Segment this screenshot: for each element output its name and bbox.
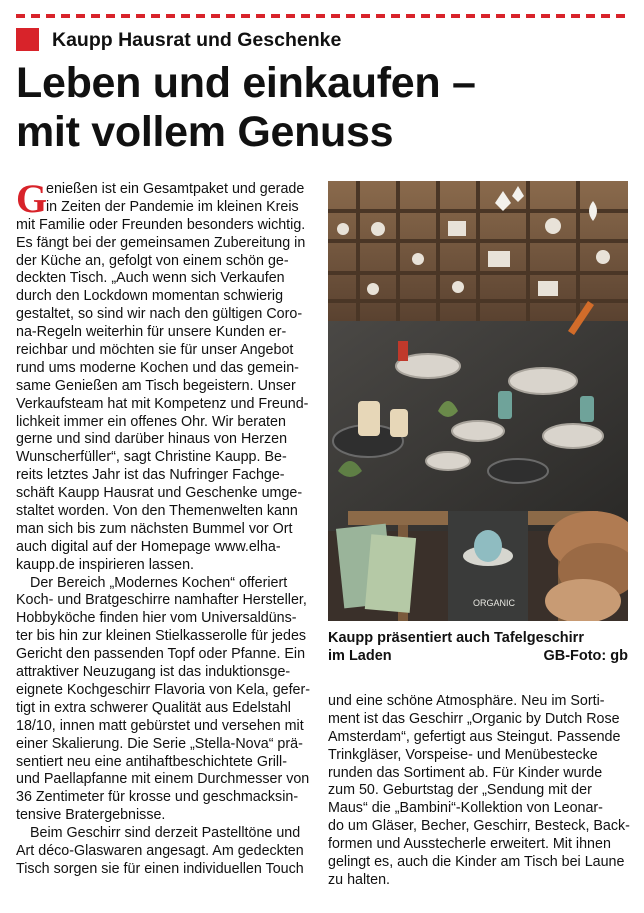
article-line: sentiert neu eine antihaftbeschichtete Grill- xyxy=(16,753,287,770)
article-line: Amsterdam“, gefertigt aus Steingut. Passende xyxy=(328,728,621,745)
article-line: lichkeit immer ein offenes Ohr. Wir beraten xyxy=(16,413,286,430)
article-line: mit Familie oder Freunden besonders wichtig. xyxy=(16,216,306,233)
article-line: gelingt es, auch die Kinder am Tisch bei Laune xyxy=(328,854,625,871)
store-photo xyxy=(328,181,628,621)
article-line: do um Gläser, Becher, Geschirr, Besteck, Back- xyxy=(328,818,630,835)
article-line: in Zeiten der Pandemie im kleinen Kreis xyxy=(46,198,299,215)
article-line: reichbar und möchten sie für unser Angebot xyxy=(16,342,294,359)
article-line: staltet worden. Von den Themenwelten kann xyxy=(16,503,298,520)
article-line: Trinkgläser, Vorspeise- und Menübestecke xyxy=(328,746,598,763)
article-line: gestaltet, so sind wir nach den gültigen Coro- xyxy=(16,306,303,323)
article-line: Gericht den passenden Topf oder Pfanne. Ein xyxy=(16,646,306,663)
article-line: tensive Bratergebnisse. xyxy=(16,807,166,824)
article-line: attraktiver Neuzugang ist das induktionsge- xyxy=(16,664,291,681)
article-line: kaupp.de inspirieren lassen. xyxy=(16,556,195,573)
article-line: Hobbyköche finden hier vom Universaldüns- xyxy=(16,610,297,627)
article-line: Der Bereich „Modernes Kochen“ offeriert xyxy=(30,574,288,591)
article-line: rund ums moderne Kochen und das gemein- xyxy=(16,359,299,376)
article-line: Es fängt bei der gemeinsamen Zubereitung in xyxy=(16,234,306,251)
article-line: Koch- und Bratgeschirre namhafter Hersteller, xyxy=(16,592,307,609)
article-line: 18/10, innen matt gebürstet und versehen mit xyxy=(16,717,304,734)
dropcap: G xyxy=(16,176,48,221)
article-line: Beim Geschirr sind derzeit Pastelltöne und xyxy=(30,825,301,842)
article-line: formen und Ausstecherle erweitert. Mit ihnen xyxy=(328,836,611,853)
headline xyxy=(16,59,631,157)
kicker-marker xyxy=(16,28,39,51)
article-line: man sich bis zum nächsten Bummel vor Ort xyxy=(16,520,293,537)
headline-line-1: Leben und einkaufen – xyxy=(16,59,476,107)
article-line: Tisch sorgen sie für einen individuellen Touch xyxy=(16,860,304,877)
article-line: same Genießen am Tisch begeistern. Unser xyxy=(16,377,296,394)
top-dashed-rule xyxy=(16,14,628,18)
article-line: der Küche an, gefolgt von einem schön ge- xyxy=(16,252,289,269)
article-line: tigt in extra schwerer Qualität aus Edelstahl xyxy=(16,699,291,716)
article-line: enießen ist ein Gesamtpaket und gerade xyxy=(46,181,305,197)
article-right-column xyxy=(328,693,630,890)
article-line: eignete Kochgeschirr Flavoria von Kela, gefer- xyxy=(16,681,311,698)
article-line: runden das Sortiment ab. Für Kinder wurde xyxy=(328,764,603,781)
photo-caption-line-1: Kaupp präsentiert auch Tafelgeschirr xyxy=(328,630,584,646)
article-line: deckten Tisch. „Auch wenn sich Verkaufen xyxy=(16,270,285,287)
article-line: reits letztes Jahr ist das Nufringer Fachge- xyxy=(16,467,285,484)
article-line: ment ist das Geschirr „Organic by Dutch Rose xyxy=(328,710,620,727)
article-line: Wunscherfüller“, sagt Christine Kaupp. Be- xyxy=(16,449,287,466)
article-line: Verkaufsteam hat mit Kompetenz und Freund- xyxy=(16,395,309,412)
kicker: Kaupp Hausrat und Geschenke xyxy=(52,29,342,51)
article-line: und Paellapfanne mit einem Durchmesser von xyxy=(16,771,310,788)
store-photo-illustration xyxy=(328,181,628,621)
article-line: schäft Kaupp Hausrat und Geschenke umge- xyxy=(16,485,303,502)
headline-line-2: mit vollem Genuss xyxy=(16,108,394,156)
photo-box-label: ORGANIC xyxy=(473,598,516,608)
article-left-column xyxy=(16,176,318,879)
article-line: gerne und sind darüber hinaus von Herzen xyxy=(16,431,288,448)
article-line: einer Skalierung. Die Serie „Stella-Nova“ prä- xyxy=(16,735,303,752)
article-line: ter bis hin zur kleinen Stielkasserolle für jedes xyxy=(16,628,307,645)
article-line: und eine schöne Atmosphäre. Neu im Sorti- xyxy=(328,693,605,709)
article-line: zu halten. xyxy=(328,871,390,888)
article-line: Maus“ die „Bambini“-Kollektion von Leonar- xyxy=(328,800,603,817)
article-line: durch den Lockdown momentan schwierig xyxy=(16,288,284,305)
article-line: auch digital auf der Homepage www.elha- xyxy=(16,538,281,555)
photo-caption-line-2: im Laden xyxy=(328,648,392,664)
article-line: Art déco-Glaswaren angesagt. Am gedeckten xyxy=(16,842,304,859)
article-line: zum 50. Geburtstag der „Sendung mit der xyxy=(328,782,592,799)
photo-credit: GB-Foto: gb xyxy=(543,648,628,664)
article-line: 36 Zentimeter für krosse und geschmacksin- xyxy=(16,789,299,806)
article-line: na-Regeln weiterhin für unsere Kunden er- xyxy=(16,324,287,341)
